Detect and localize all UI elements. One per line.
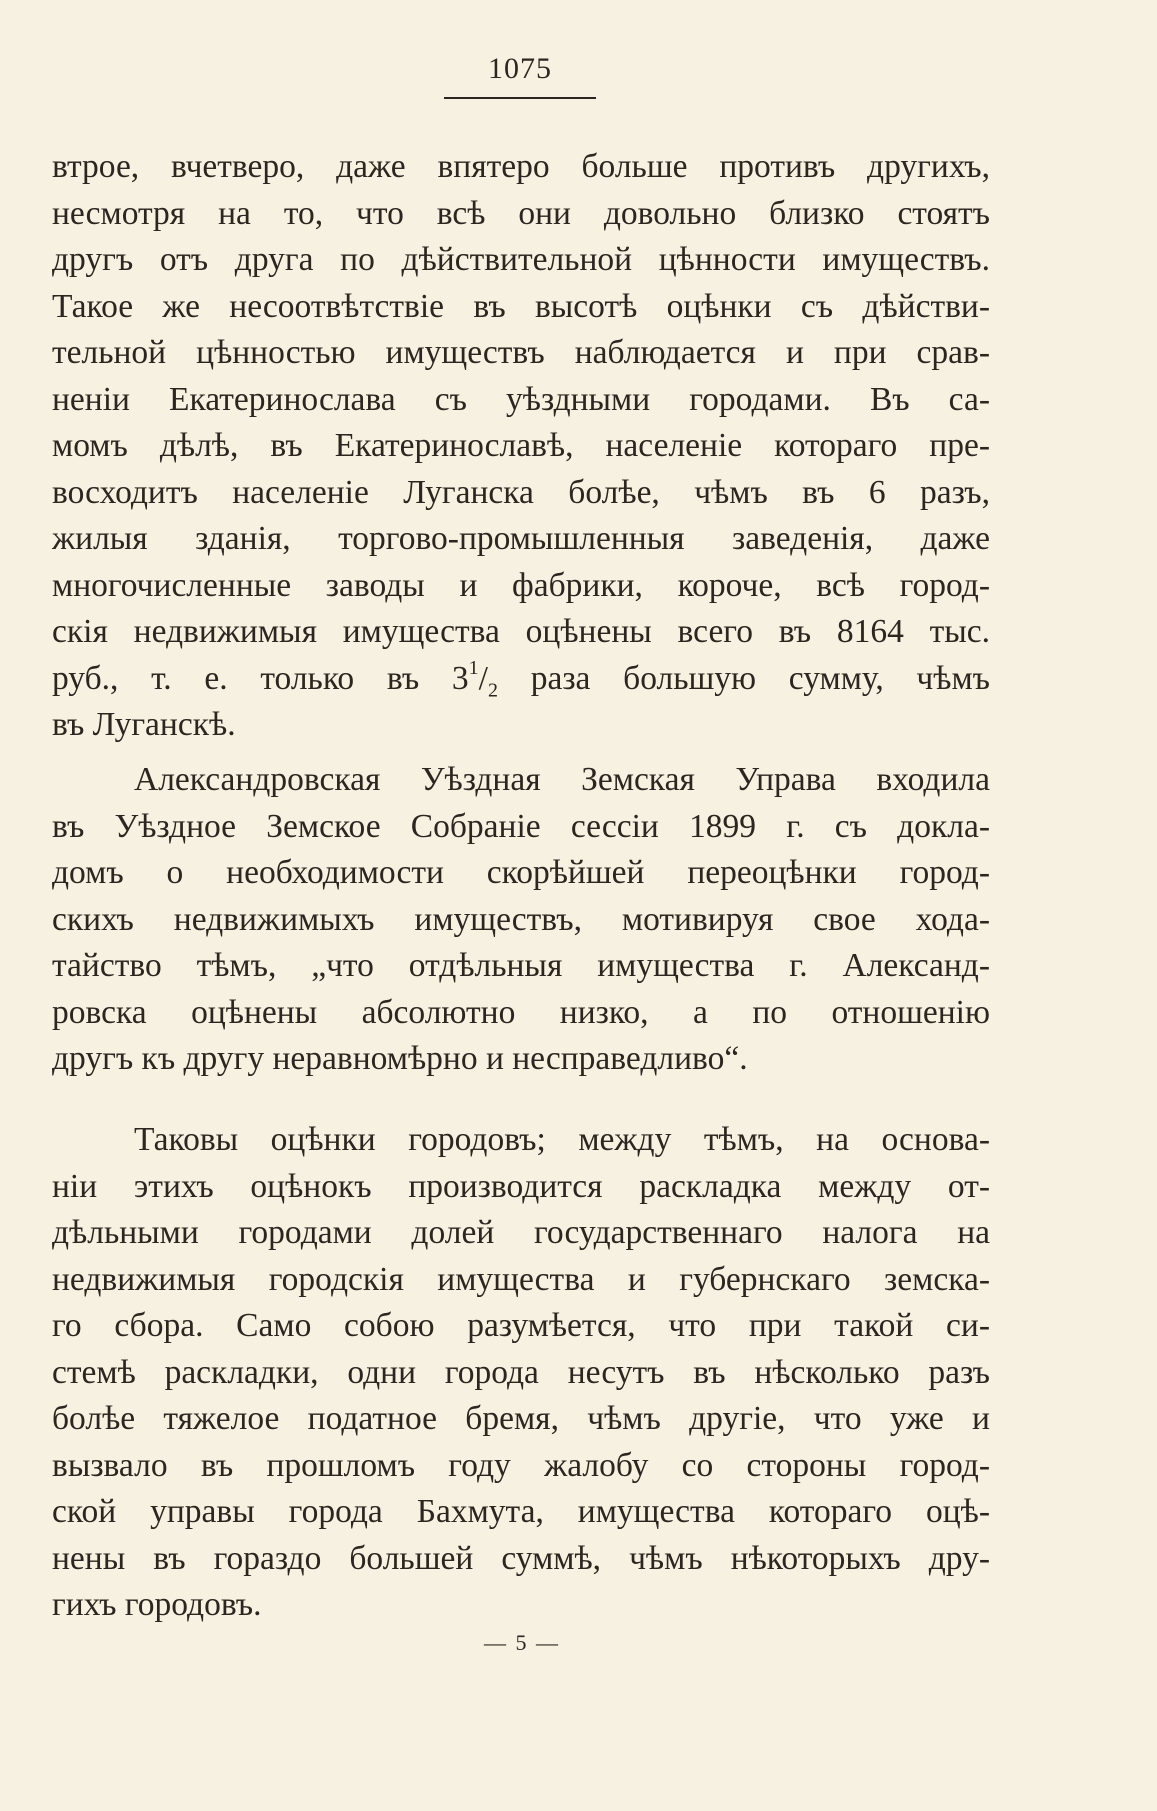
text-line: скихъ недвижимыхъ имуществъ, мотивируя свое хода- <box>52 900 990 938</box>
paragraph-2 <box>52 757 990 1083</box>
text-line: восходитъ населеніе Луганска болѣе, чѣмъ въ 6 разъ, <box>52 473 990 511</box>
page-number: 1075 <box>488 52 552 85</box>
text-line: Таковы оцѣнки городовъ; между тѣмъ, на основа- <box>134 1121 990 1158</box>
text-line: другъ отъ друга по дѣйствительной цѣнности имуществъ. <box>52 241 990 278</box>
text-line: Александровская Уѣздная Земская Управа входила <box>134 761 990 798</box>
fraction-denominator: 2 <box>487 679 498 702</box>
text-line: несмотря на то, что всѣ они довольно близко стоятъ <box>52 194 990 232</box>
fraction-numerator: 1 <box>468 657 479 680</box>
text-line: момъ дѣлѣ, въ Екатеринославѣ, населеніе котораго пре- <box>52 427 990 464</box>
text-line: го сбора. Само собою разумѣется, что при такой си- <box>52 1307 990 1344</box>
text-line: Такое же несоотвѣтствіе въ высотѣ оцѣнки съ дѣйстви- <box>52 287 990 325</box>
text-line: болѣе тяжелое податное бремя, чѣмъ другіе, что уже и <box>52 1400 990 1437</box>
text-line: нены въ гораздо большей суммѣ, чѣмъ нѣкоторыхъ дру- <box>52 1539 990 1577</box>
paragraph-1 <box>52 144 990 749</box>
text-line: скія недвижимыя имущества оцѣнены всего въ 8164 тыс. <box>52 613 990 650</box>
text-line: недвижимыя городскія имущества и губернскаго земска- <box>52 1260 990 1298</box>
text-line: неніи Екатеринослава съ уѣздными городами. Въ са- <box>52 380 990 418</box>
fraction-line-start: руб., т. е. только въ 3 <box>52 659 469 697</box>
text-line: ніи этихъ оцѣнокъ производится раскладка между от- <box>52 1167 990 1205</box>
text-line: тельной цѣнностью имуществъ наблюдается и при срав- <box>52 334 990 371</box>
text-line: жилыя зданія, торгово-промышленныя заведенія, даже <box>52 520 990 557</box>
text-line: въ Уѣздное Земское Собраніе сессіи 1899 г. съ докла- <box>52 807 990 845</box>
text-line: стемѣ раскладки, одни города несутъ въ нѣсколько разъ <box>52 1353 990 1391</box>
paragraph-3 <box>52 1117 990 1629</box>
text-line: гихъ городовъ. <box>52 1586 262 1623</box>
text-line: дѣльными городами долей государственнаго налога на <box>52 1214 990 1251</box>
fraction-line-end: раза большую сумму, чѣмъ <box>497 659 990 697</box>
text-line: домъ о необходимости скорѣйшей переоцѣнки город- <box>52 854 990 891</box>
text-line: многочисленные заводы и фабрики, короче, всѣ город- <box>52 566 990 604</box>
text-line: ской управы города Бахмута, имущества котораго оцѣ- <box>52 1493 990 1530</box>
page-number-rule <box>444 97 596 99</box>
text-line: тайство тѣмъ, „что отдѣльныя имущества г. Александ- <box>52 947 990 984</box>
footer-page-marker: — 5 — <box>484 1630 560 1655</box>
text-line: другъ къ другу неравномѣрно и несправедливо“. <box>52 1040 748 1077</box>
text-line: вызвало въ прошломъ году жалобу со стороны город- <box>52 1446 990 1484</box>
text-line: втрое, вчетверо, даже впятеро больше противъ другихъ, <box>52 148 990 185</box>
text-line: въ Луганскѣ. <box>52 706 236 743</box>
text-line: ровска оцѣнены абсолютно низко, а по отношенію <box>52 993 990 1031</box>
text-line-fraction: руб., т. е. только въ $3^1/_2$ раза большую сумму, чѣмъ <box>52 657 990 702</box>
